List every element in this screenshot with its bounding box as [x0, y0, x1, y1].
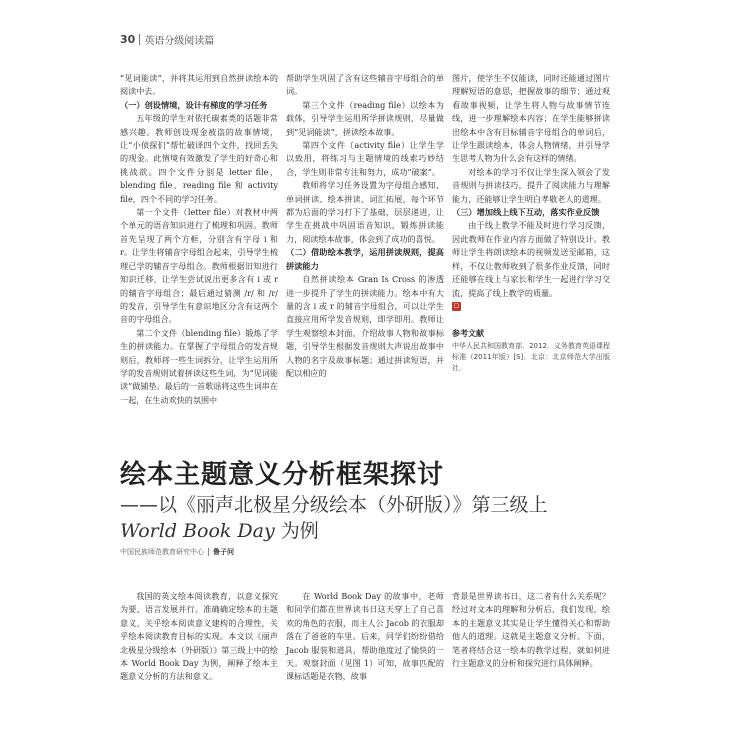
running-header — [120, 32, 214, 47]
subtitle-suffix: 为例 — [274, 520, 319, 542]
top-column-3-body — [452, 72, 610, 300]
byline-divider — [208, 548, 209, 556]
article-subtitle: ——以《丽声北极星分级绘本（外研版）》第三级上 — [120, 494, 548, 516]
paragraph: 教师将学习任务设置为字母组合感知、单词拼读、绘本拼读、词汇拓展，每个环节都为后面的学习打下了基础，层层递进，让学生在挑战中巩固语音知识，锻炼拼读能力，阅读绘本故事，体会到了成功的喜悦。 — [286, 180, 444, 244]
section-heading: （二）借助绘本教学，运用拼读规则，提高拼读能力 — [286, 247, 444, 271]
author-affiliation: 中国民族师范教育研究中心 — [120, 548, 204, 556]
body-paragraph: 我国的英文绘本阅读教育，以意义探究为要、语言发展并行。准确确定绘本的主题意义，关乎绘本阅读意义建构的合理性，关乎绘本阅读教育目标的实现。本文以《丽声北极星分级绘本（外研版）》第三级上中的绘本 World Book Day 为例，阐释了绘本主题意义分析的方法和意义。 — [120, 591, 278, 682]
paragraph: 第三个文件（reading file）以绘本为载体，引导学生运用所学拼读规则，尽量做到“见词能读”，拼读绘本故事。 — [286, 99, 444, 137]
subtitle-book-name: World Book Day — [120, 520, 275, 542]
paragraph: 第一个文件（letter file）对教材中两个单元的语音知识进行了梳理和巩固。教师首先呈现了两个方框，分别含有字母 i 和 r。让学生将辅音字母组合起来，引导学生梳理已学的辅音字母组合。教师根据旧知进行知识迁移，让学生尝试说出更多含有 i 或 r 的辅音字母组合；最后通过猜测 /r/ 和 /r/ 的发音，引导学生有意识地区分含有这两个音的字母组合。 — [120, 207, 278, 325]
body-column-2 — [286, 590, 444, 684]
byline — [120, 547, 234, 557]
section-title: 英语分级阅读篇 — [144, 36, 215, 47]
section-heading: （三）增加线上线下互动，落实作业反馈 — [452, 207, 600, 218]
article-subtitle-line2 — [120, 516, 319, 543]
paragraph: 对绘本的学习不仅让学生深入领会了发音规则与拼读技巧，提升了阅读能力与理解能力，还能够让学生明白孝敬老人的道理。 — [452, 166, 610, 204]
top-column-1 — [120, 72, 278, 407]
page-number: 30 — [120, 33, 136, 46]
paragraph: 第四个文件（activity file）让学生学以致用，将练习与主题情境的线索巧妙结合，学生则非常专注和努力，成功“破案”。 — [286, 140, 444, 177]
body-column-1 — [120, 590, 278, 684]
top-column-2 — [286, 72, 444, 380]
paragraph: 图片，使学生不仅能读，同时还能通过图片理解短语的意思，把握故事的细节；通过观看故事视频，让学生将人物与故事情节连线，进一步理解绘本内容；在学生能够拼读出绘本中含有目标辅音字母组合的单词后，让学生跟读绘本，体会人物情绪，并引导学生思考人物为什么会有这样的情绪。 — [452, 73, 610, 164]
top-column-3 — [452, 72, 610, 374]
references-body: 中华人民共和国教育部．2012．义务教育英语课程标准（2011年版）[S]．北京：北京师范大学出版社． — [452, 341, 610, 372]
paragraph: 五年级的学生对依托碳素类的话题非常感兴趣。教师创设现金被盗的故事情境，让“小侦探们”帮忙破译四个文件，找回丢失的现金。此情境有效激发了学生的好奇心和挑战欲。四个文件分别是 letter file，blending file，reading file 和 activity file，四个不同的学习任务。 — [120, 113, 278, 204]
article-title: 绘本主题意义分析框架探讨 — [120, 460, 445, 490]
paragraph: 第二个文件（blending file）锻炼了学生的拼读能力。在掌握了字母组合的发音规则后，教师将一些生词拆分，让学生运用所学的发音规则试着拼读这些生词，为“见词能读”做铺垫。最后的一首歌谣将这些生词串在一起，在生动欢快的氛围中 — [120, 327, 278, 405]
references-title: 参考文献 — [452, 329, 484, 339]
body-paragraph: 在 World Book Day 的故事中，老师和同学们都在世界读书日这天穿上了自己喜欢的角色的衣服，而主人公 Jacob 的衣服却落在了爸爸的车里。后来，同学们纷纷借给 Jacob 服装和道具，帮助他度过了愉快的一天。观察封面（见图 1）可知，故事匹配的课标话题是衣物，故事 — [286, 591, 444, 682]
header-divider — [139, 34, 140, 45]
body-paragraph: 背景是世界读书日，这二者有什么关系呢？经过对文本的理解和分析后，我们发现，绘本的主题意义其实是让学生懂得关心和帮助他人的道理。这就是主题意义分析。下面，笔者将结合这一绘本的教学过程，就如何进行主题意义的分析和探究进行具体阐释。 — [452, 591, 610, 669]
paragraph: 帮助学生巩固了含有这些辅音字母组合的单词。 — [286, 73, 444, 97]
author-name: 鲁子问 — [213, 548, 234, 556]
end-mark-icon: ☐ — [453, 303, 460, 311]
body-column-3 — [452, 590, 610, 670]
section-heading: （一）创设情境，设计有梯度的学习任务 — [120, 99, 268, 110]
paragraph: 自然拼读绘本 Gran Is Cross 的渗透进一步提升了学生的拼读能力。绘本中有大量的含 i 或 r 的辅音字母组合，可以让学生直接应用所学发音规则，即学即用。教师让学生观察绘本封面，介绍故事人物和故事标题，引导学生根据发音规则大声说出故事中人物的名字及故事标题；通过拼读短语，并配以相应的 — [286, 274, 444, 378]
paragraph: 由于线上教学不能及时进行学习反馈，因此教师在作业内容方面做了特别设计。教师让学生将朗读绘本的视频发送至邮箱，这样，不仅让教师收到了很多作业反馈，同时还能够在线上与家长和学生一起进行学习交流，提高了线上教学的质量。 — [452, 220, 610, 298]
paragraph: “见词能读”，并将其运用到自然拼读绘本的阅读中去。 — [120, 73, 278, 97]
